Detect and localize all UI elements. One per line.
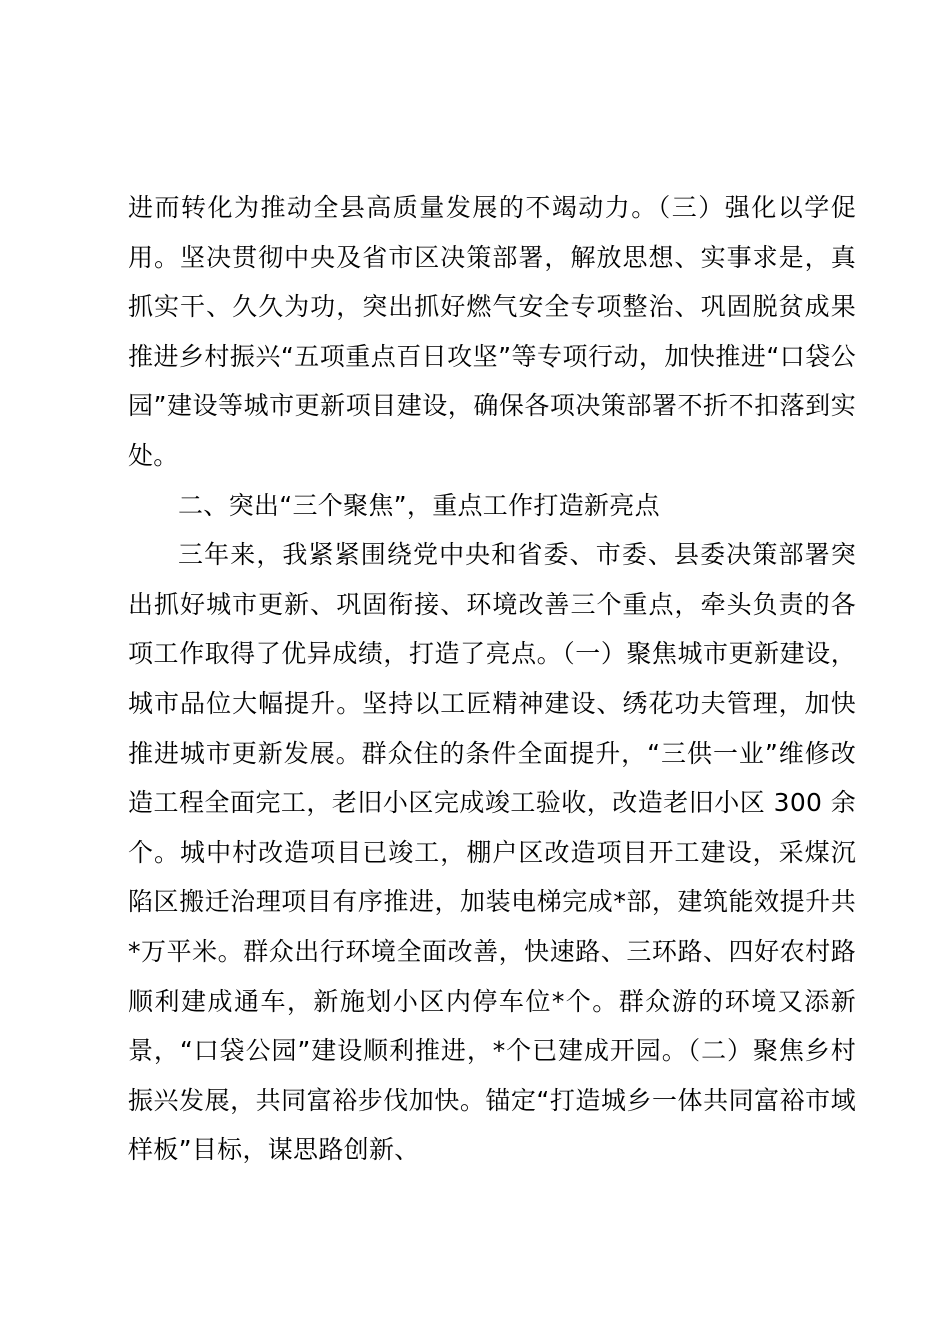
body-paragraph-continued: 进而转化为推动全县高质量发展的不竭动力。（三）强化以学促用。坚决贯彻中央及省市区决策部署，解放思想、实事求是，真抓实干、久久为功，突出抓好燃气安全专项整治、巩固脱贫成果推进乡村振兴“五项重点百日攻坚”等专项行动，加快推进“口袋公园”建设等城市更新项目建设，确保各项决策部署不折不扣落到实处。 [128,193,856,470]
section-heading: 二、突出“三个聚焦”，重点工作打造新亮点 [178,490,660,520]
document-page [128,183,856,1175]
body-paragraph: 三年来，我紧紧围绕党中央和省委、市委、县委决策部署突出抓好城市更新、巩固衔接、环境改善三个重点，牵头负责的各项工作取得了优异成绩，打造了亮点。（一）聚焦城市更新建设，城市品位大幅提升。坚持以工匠精神建设、绣花功夫管理，加快推进城市更新发展。群众住的条件全面提升，“三供一业”维修改造工程全面完工，老旧小区完成竣工验收，改造老旧小区 300 余个。城中村改造项目已竣工，棚户区改造项目开工建设，采煤沉陷区搬迁治理项目有序推进，加装电梯完成*部，建筑能效提升共*万平米。群众出行环境全面改善，快速路、三环路、四好农村路顺利建成通车，新施划小区内停车位*个。群众游的环境又添新景，“口袋公园”建设顺利推进，*个已建成开园。（二）聚焦乡村振兴发展，共同富裕步伐加快。锚定“打造城乡一体共同富裕市域样板”目标，谋思路创新、 [128,540,856,1165]
